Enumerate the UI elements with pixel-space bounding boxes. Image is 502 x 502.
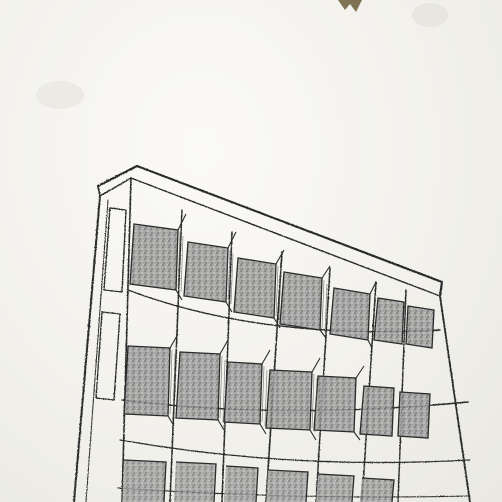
- window: [224, 466, 258, 502]
- window: [266, 470, 308, 502]
- paper-smudge: [412, 3, 448, 27]
- window: [122, 460, 166, 502]
- window: [406, 306, 434, 348]
- window: [374, 298, 404, 344]
- window: [330, 282, 376, 348]
- window: [174, 462, 216, 502]
- window: [360, 386, 394, 436]
- window: [360, 478, 394, 502]
- left-wall-inner: [122, 178, 131, 502]
- top-mark: [338, 0, 362, 12]
- right-wall: [440, 296, 470, 502]
- window: [130, 214, 186, 300]
- paper-smudge: [36, 81, 84, 109]
- left-wall-outer: [74, 196, 100, 502]
- roof-return: [98, 186, 100, 196]
- window: [234, 250, 284, 328]
- left-side-opening: [96, 312, 120, 400]
- left-side-opening: [104, 208, 126, 292]
- window: [314, 366, 364, 440]
- left-wall-edge: [86, 200, 108, 502]
- window: [316, 474, 354, 502]
- window: [398, 392, 430, 438]
